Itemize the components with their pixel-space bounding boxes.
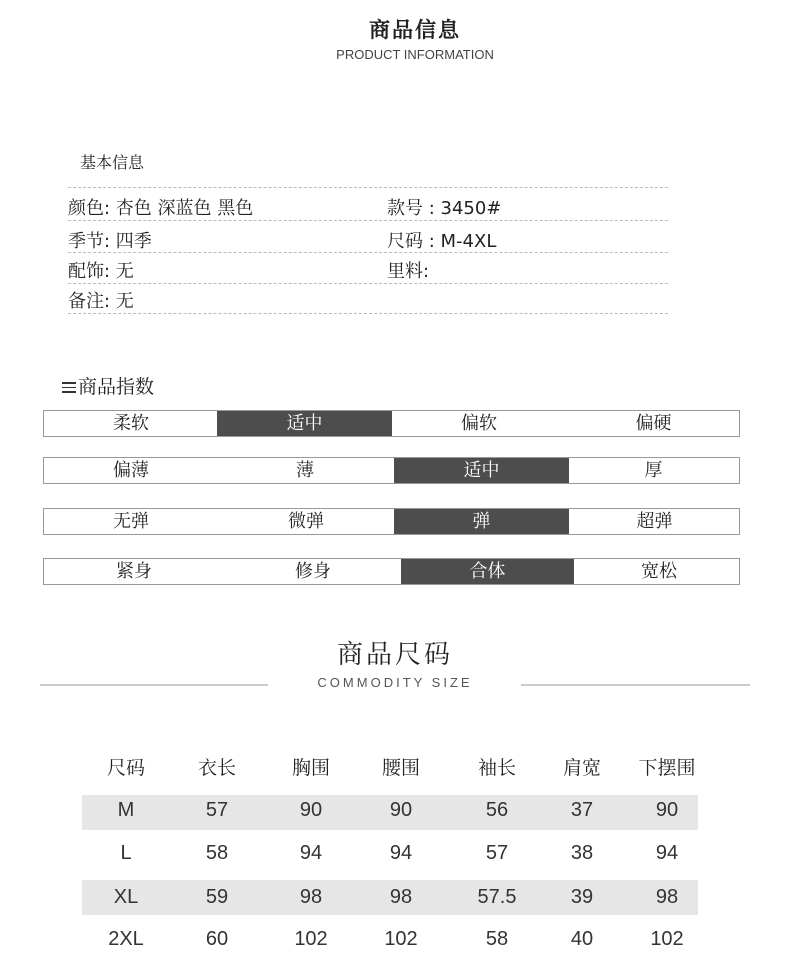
table-cell: 102 [384,928,418,950]
table-cell: 57 [205,799,229,821]
scale-option: 微弹 [288,511,324,532]
scale-option-selected: 适中 [394,458,569,483]
table-header-cell: 胸围 [291,757,330,779]
table-header-cell: 袖长 [477,757,516,779]
table-cell: 98 [299,886,323,908]
table-cell: 59 [205,886,229,908]
index-heading [62,372,154,399]
index-scale-softness [43,410,740,437]
scale-option-selected: 弹 [394,509,569,534]
table-cell: 60 [205,928,229,950]
scale-option: 修身 [295,561,331,582]
scale-option: 偏软 [461,413,497,434]
table-cell: 102 [294,928,328,950]
table-cell: 57.5 [477,886,517,908]
table-cell: 39 [570,886,594,908]
scale-option-selected: 合体 [401,559,574,584]
info-note: 备注: 无 [68,291,134,312]
scale-option: 无弹 [113,511,149,532]
table-cell: 37 [570,799,594,821]
scale-option: 超弹 [636,511,673,532]
info-size: 尺码 : M-4XL [387,231,497,252]
table-header-cell: 腰围 [381,757,420,779]
size-section-subtitle: COMMODITY SIZE [317,675,473,690]
dotted-divider [68,313,668,314]
basic-info-heading: 基本信息 [80,153,145,172]
dotted-divider [68,252,668,253]
scale-option: 薄 [296,460,314,481]
info-color: 颜色: 杏色 深蓝色 黑色 [68,198,254,219]
table-cell: 90 [389,799,413,821]
scale-option-selected: 适中 [217,411,392,436]
scale-option: 柔软 [113,413,149,434]
index-heading-label: 商品指数 [78,376,155,398]
page-subtitle: PRODUCT INFORMATION [336,47,494,62]
table-header-cell: 衣长 [197,757,236,779]
dotted-divider [68,283,668,284]
table-cell: 40 [570,928,594,950]
dotted-divider [68,187,668,188]
table-cell: 58 [205,842,229,864]
table-cell: 102 [650,928,684,950]
table-header-cell: 下摆围 [638,757,696,779]
info-season: 季节: 四季 [68,231,152,252]
index-scale-fit [43,558,740,585]
scale-option: 宽松 [641,561,677,582]
table-cell: M [117,799,135,821]
table-header-cell: 肩宽 [562,757,601,779]
table-cell: 2XL [108,928,144,950]
table-cell: 94 [299,842,323,864]
scale-option: 紧身 [116,561,152,582]
scale-option: 偏硬 [635,413,672,434]
table-cell: 90 [655,799,679,821]
table-cell: L [120,842,132,864]
table-cell: 58 [485,928,509,950]
table-cell: 57 [485,842,509,864]
index-scale-thickness [43,457,740,484]
table-cell: 98 [655,886,679,908]
table-cell: 56 [485,799,509,821]
table-cell: 38 [570,842,594,864]
table-cell: 90 [299,799,323,821]
scale-option: 偏薄 [113,460,149,481]
table-cell: 98 [389,886,413,908]
dotted-divider [68,220,668,221]
list-icon [62,379,76,396]
table-cell: XL [113,886,139,908]
info-style-number: 款号 : 3450# [387,198,502,219]
index-scale-elasticity [43,508,740,535]
scale-option: 厚 [644,460,663,481]
table-cell: 94 [655,842,679,864]
page-title: 商品信息 [369,18,461,42]
table-cell: 94 [389,842,413,864]
size-section-title: 商品尺码 [336,640,453,670]
info-lining: 里料: [387,261,430,282]
info-accessory: 配饰: 无 [68,261,134,282]
table-header-cell: 尺码 [106,757,145,779]
